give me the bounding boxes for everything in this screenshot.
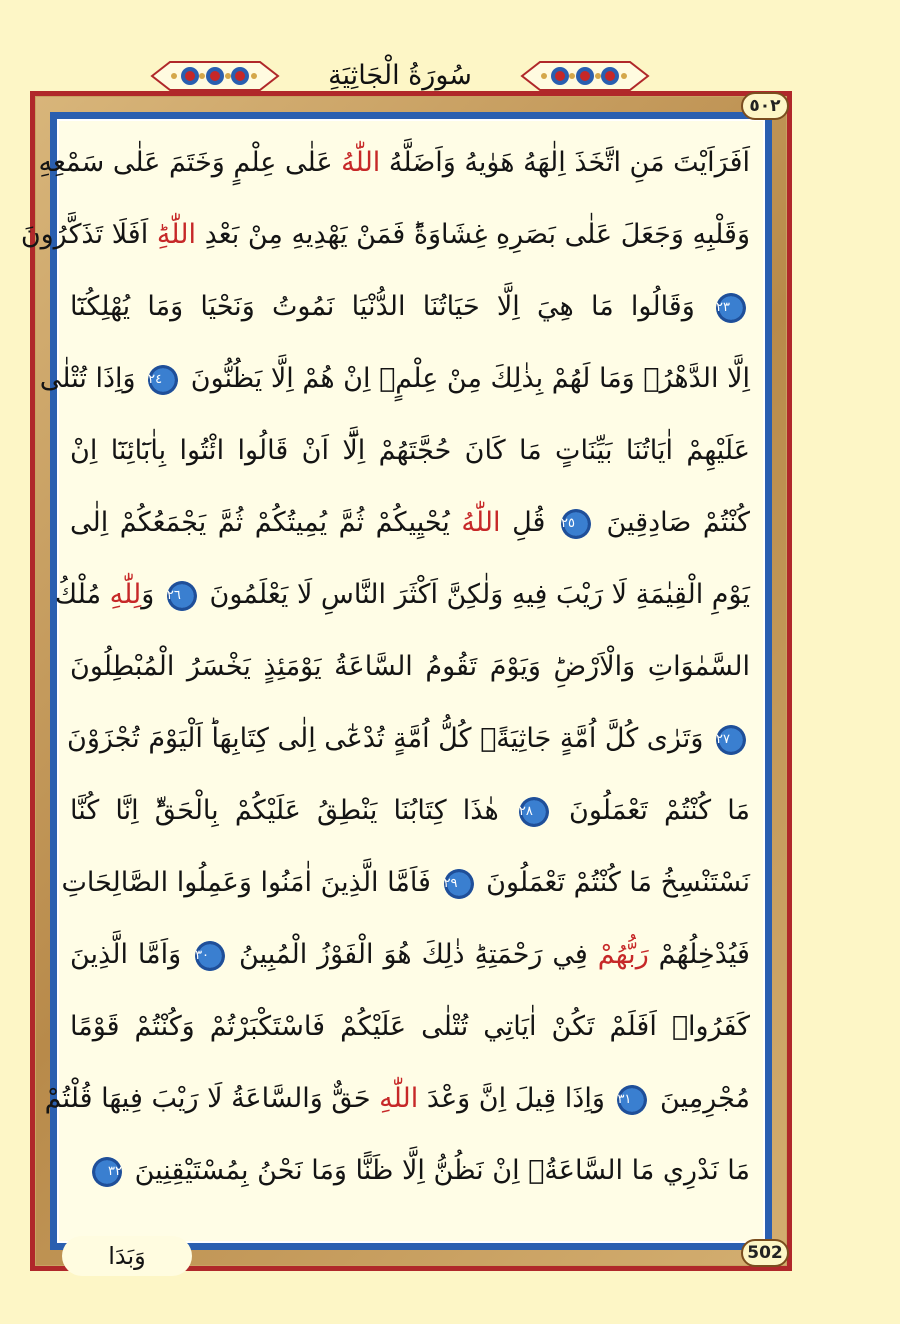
text-line-5 — [70, 415, 750, 487]
text-line-6 — [70, 487, 750, 559]
header-ornament-left-icon — [150, 56, 280, 96]
line-segment: اِلَّا الدَّهْرُۚ وَمَا لَهُمْ بِذٰلِكَ مِنْ عِلْمٍۚ اِنْ هُمْ اِلَّا يَظُنُّونَ — [190, 363, 750, 394]
line-segment: يُحْيِيكُمْ ثُمَّ يُمِيتُكُمْ ثُمَّ يَجْمَعُكُمْ اِلٰى — [70, 507, 450, 538]
line-segment: السَّمٰوَاتِ وَالْاَرْضِؕ وَيَوْمَ تَقُومُ السَّاعَةُ يَوْمَئِذٍ يَخْسَرُ الْمُبْطِلُونَ — [70, 651, 750, 682]
line-segment: قُلِ — [512, 507, 546, 538]
line-segment: فَيُدْخِلُهُمْ — [658, 939, 750, 970]
text-line-4 — [39, 343, 750, 415]
text-line-9 — [67, 703, 750, 775]
verse-marker-icon: ٢٦ — [167, 581, 197, 611]
line-segment: وَ — [141, 579, 155, 610]
line-segment: مَا نَدْرِي مَا السَّاعَةُۙ اِنْ نَظُنُّ اِلَّا ظَنًّا وَمَا نَحْنُ بِمُسْتَيْقِنِينَ — [134, 1155, 750, 1186]
line-segment: فِي رَحْمَتِهِؕ ذٰلِكَ هُوَ الْفَوْزُ الْمُبِينُ — [239, 939, 588, 970]
line-segment: اَفَلَا تَذَكَّرُونَ — [20, 219, 149, 250]
surah-title: سُورَةُ الْجَاثِيَةِ — [328, 60, 472, 91]
verse-marker-icon: ٢٣ — [716, 293, 746, 323]
line-segment: يَوْمِ الْقِيٰمَةِ لَا رَيْبَ فِيهِ وَلٰكِنَّ اَكْثَرَ النَّاسِ لَا يَعْلَمُونَ — [209, 579, 750, 610]
line-segment: مَا كُنْتُمْ تَعْمَلُونَ — [569, 795, 750, 826]
text-line-7 — [54, 559, 750, 631]
page-number-bottom: 502 — [741, 1239, 789, 1267]
divine-name: اللّٰهِؕ — [156, 219, 196, 250]
text-line-15 — [70, 1135, 750, 1207]
verse-marker-icon: ٢٧ — [716, 725, 746, 755]
text-line-14 — [44, 1063, 750, 1135]
line-segment: وَقَلْبِهِ وَجَعَلَ عَلٰى بَصَرِهِ غِشَاوَةًؕ فَمَنْ يَهْدِيهِ مِنْ بَعْدِ — [204, 219, 750, 250]
catchword: وَبَدَا — [62, 1236, 192, 1276]
line-segment: كُنْتُمْ صَادِقِينَ — [606, 507, 750, 538]
divine-name: اللّٰهُ — [461, 507, 501, 538]
verse-marker-icon: ٣٢ — [92, 1157, 122, 1187]
line-segment: عَلٰى عِلْمٍ وَخَتَمَ عَلٰى سَمْعِهِ — [38, 147, 333, 178]
verse-marker-icon: ٢٩ — [444, 869, 474, 899]
line-segment: وَتَرٰى كُلَّ اُمَّةٍ جَاثِيَةًࣞ كُلُّ اُمَّةٍ تُدْعٰٓى اِلٰى كِتَابِهَاؕ اَلْيَوْمَ تُجْزَوْنَ — [67, 723, 704, 754]
text-line-2 — [20, 199, 750, 271]
text-line-11 — [61, 847, 750, 919]
line-segment: وَاِذَا قِيلَ اِنَّ وَعْدَ — [426, 1083, 605, 1114]
verse-marker-icon: ٣٠ — [195, 941, 225, 971]
line-segment: حَقٌّ وَالسَّاعَةُ لَا رَيْبَ فِيهَا قُلْتُمْ — [44, 1083, 371, 1114]
line-segment: كَفَرُواࣞ اَفَلَمْ تَكُنْ اٰيَاتِي تُتْلٰى عَلَيْكُمْ فَاسْتَكْبَرْتُمْ وَكُنْتُمْ قَوْمًا — [70, 1011, 750, 1042]
line-segment: نَسْتَنْسِخُ مَا كُنْتُمْ تَعْمَلُونَ — [486, 867, 750, 898]
text-line-8 — [70, 631, 750, 703]
line-segment: فَاَمَّا الَّذِينَ اٰمَنُوا وَعَمِلُوا الصَّالِحَاتِ — [61, 867, 431, 898]
verse-marker-icon: ٢٥ — [561, 509, 591, 539]
line-segment: وَاَمَّا الَّذِينَ — [70, 939, 182, 970]
text-line-12 — [70, 919, 750, 991]
lord-word: رَبُّهُمْ — [597, 939, 649, 970]
text-line-13 — [70, 991, 750, 1063]
text-line-10 — [70, 775, 750, 847]
header-ornament-right-icon — [520, 56, 650, 96]
text-line-3 — [70, 271, 750, 343]
verse-marker-icon: ٢٨ — [519, 797, 549, 827]
line-segment: مُلْكُ — [54, 579, 102, 610]
line-segment: هٰذَا كِتَابُنَا يَنْطِقُ عَلَيْكُمْ بِالْحَقِّؕ اِنَّا كُنَّا — [70, 795, 499, 826]
line-segment: وَقَالُوا مَا هِيَ اِلَّا حَيَاتُنَا الدُّنْيَا نَمُوتُ وَنَحْيَا وَمَا يُهْلِكُنَٓا — [70, 291, 695, 322]
line-segment: وَاِذَا تُتْلٰى — [39, 363, 136, 394]
divine-name: اللّٰهُ — [341, 147, 381, 178]
line-segment: عَلَيْهِمْ اٰيَاتُنَا بَيِّنَاتٍ مَا كَانَ حُجَّتَهُمْ اِلَّٓا اَنْ قَالُوا ائْتُوا بِاٰبَٓائِنَٓا اِنْ — [70, 435, 750, 466]
text-line-1 — [38, 127, 750, 199]
verse-marker-icon: ٢٤ — [148, 365, 178, 395]
divine-name: لِلّٰهِ — [109, 579, 142, 610]
page-number-top: ٥٠٢ — [741, 92, 789, 120]
line-segment: مُجْرِمِينَ — [660, 1083, 750, 1114]
verse-marker-icon: ٣١ — [617, 1085, 647, 1115]
line-segment: اَفَرَاَيْتَ مَنِ اتَّخَذَ اِلٰهَهُ هَوٰيهُ وَاَضَلَّهُ — [388, 147, 750, 178]
divine-name: اللّٰهِ — [379, 1083, 419, 1114]
